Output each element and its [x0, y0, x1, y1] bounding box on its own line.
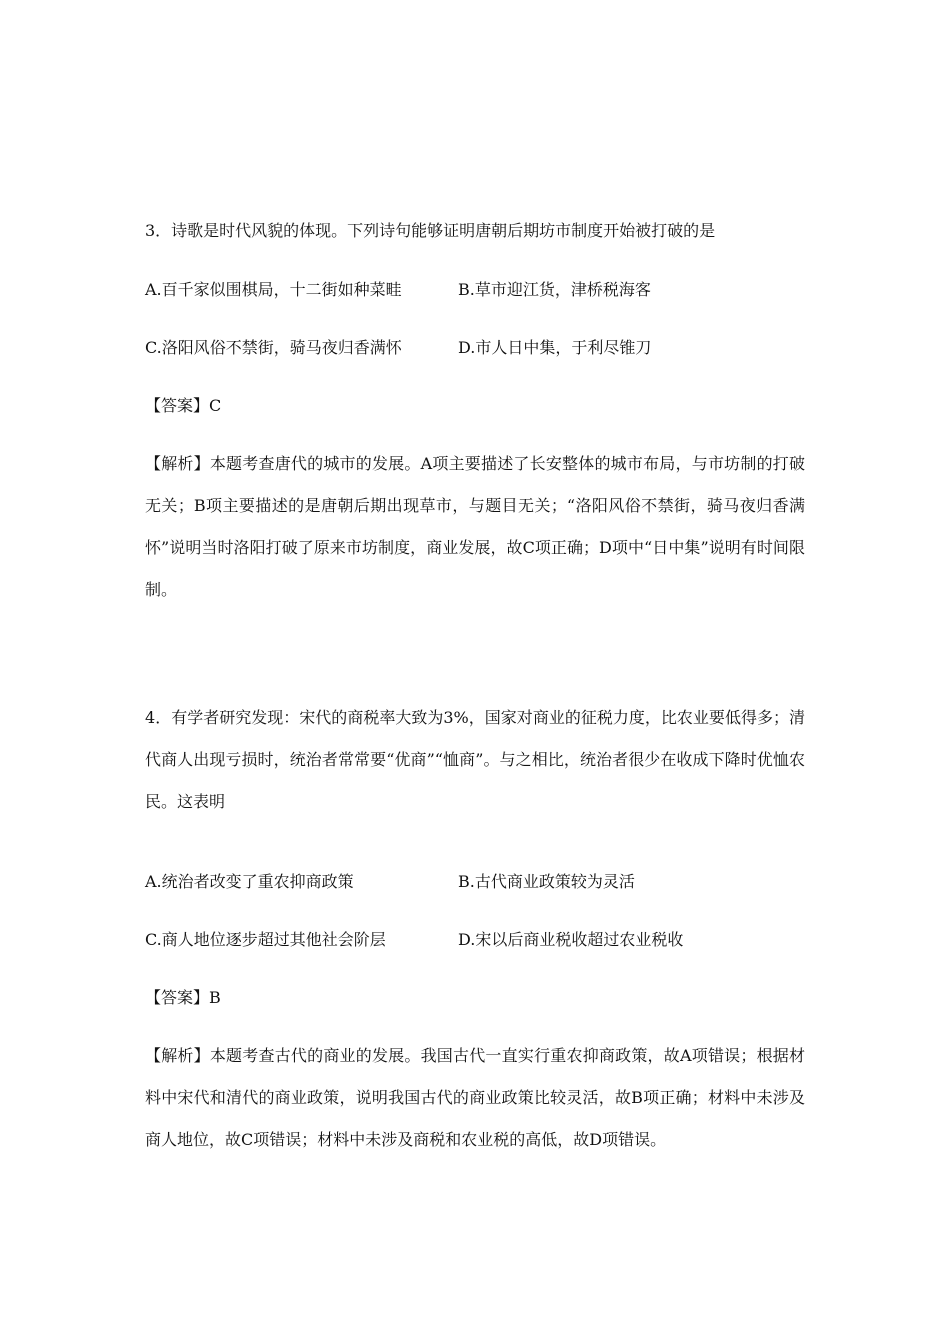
- question-3-option-d: D.市人日中集，于利尽锥刀: [458, 338, 652, 357]
- question-3-option-c: C.洛阳风俗不禁街，骑马夜归香满怀: [145, 338, 402, 357]
- question-3-analysis: 【解析】本题考查唐代的城市的发展。A项主要描述了长安整体的城市布局，与市坊制的打破无关；B项主要描述的是唐朝后期出现草市，与题目无关；“洛阳风俗不禁街，骑马夜归香满怀”说明当时洛阳打破了原来市坊制度，商业发展，故C项正确；D项中“日中集”说明有时间限制。: [145, 454, 805, 599]
- question-4-option-b: B.古代商业政策较为灵活: [458, 872, 635, 891]
- question-3-stem: 3．诗歌是时代风貌的体现。下列诗句能够证明唐朝后期坊市制度开始被打破的是: [145, 221, 716, 240]
- question-4-option-c: C.商人地位逐步超过其他社会阶层: [145, 930, 386, 949]
- question-3-answer: 【答案】C: [145, 396, 222, 415]
- question-4-option-d: D.宋以后商业税收超过农业税收: [458, 930, 684, 949]
- question-4-analysis: 【解析】本题考查古代的商业的发展。我国古代一直实行重农抑商政策，故A项错误；根据材料中宋代和清代的商业政策，说明我国古代的商业政策比较灵活，故B项正确；材料中未涉及商人地位，故C项错误；材料中未涉及商税和农业税的高低，故D项错误。: [145, 1046, 805, 1149]
- question-3-option-b: B.草市迎江货，津桥税海客: [458, 280, 651, 299]
- question-4-stem: 4．有学者研究发现：宋代的商税率大致为3%，国家对商业的征税力度，比农业要低得多；清代商人出现亏损时，统治者常常要“优商”“恤商”。与之相比，统治者很少在收成下降时优恤农民。这表明: [145, 708, 805, 811]
- question-4-answer: 【答案】B: [145, 988, 221, 1007]
- question-4-option-a: A.统治者改变了重农抑商政策: [145, 872, 354, 891]
- question-3-option-a: A.百千家似围棋局，十二街如种菜畦: [145, 280, 402, 299]
